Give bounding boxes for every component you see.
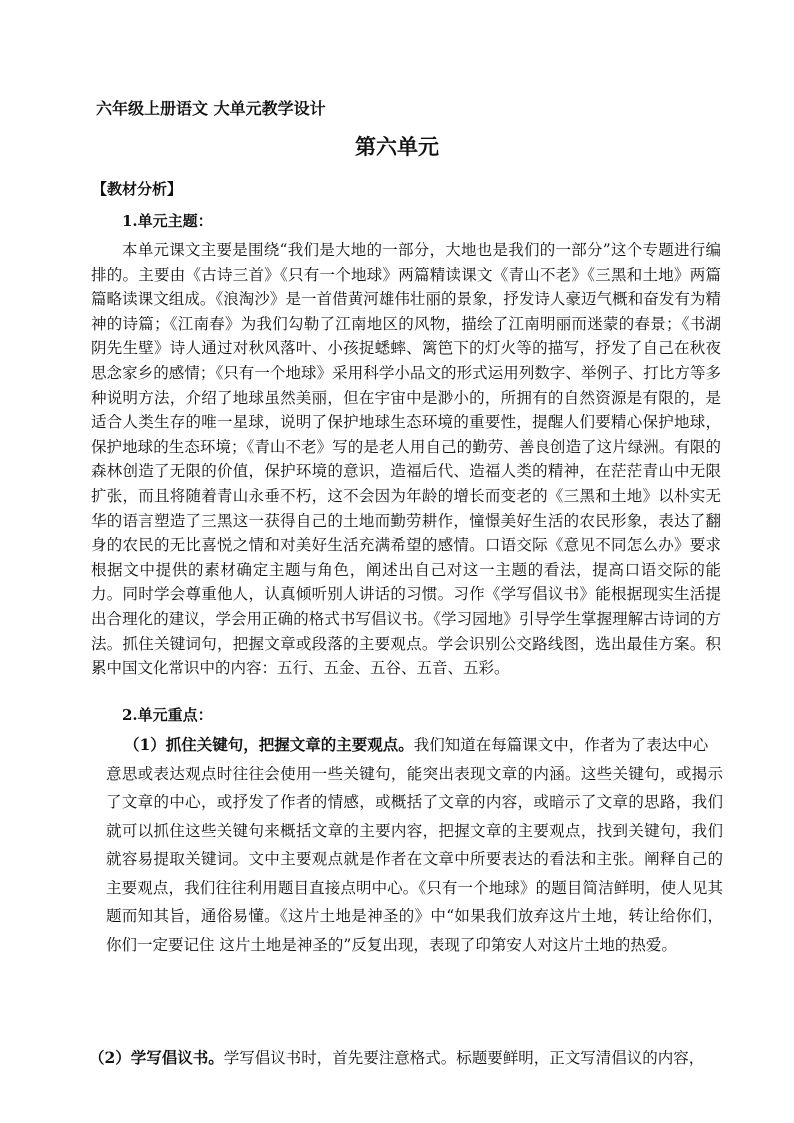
unit-theme-paragraph: 本单元课文主要是围绕“我们是大地的一部分，大地也是我们的一部分”这个专题进行编排的。主要由《古诗三首》《只有一个地球》两篇精读课文《青山不老》《三黑和土地》两篇篇略读课文组成。《浪淘沙》是一首借黄河雄伟壮丽的景象，抒发诗人豪迈气概和奋发有为精神的诗篇；《江南春》为我们勾勒了江南地区的风物，描绘了江南明丽而迷蒙的春景；《书湖阴先生壁》诗人通过对秋风落叶、小孩捉蟋蟀、篱笆下的灯火等的描写，抒发了自己在秋夜思念家乡的感情；《只有一个地球》采用科学小品文的形式运用列数字、举例子、打比方等多种说明方法，介绍了地球虽然美丽，但在宇宙中是渺小的，所拥有的自然资源是有限的，是适合人类生存的唯一星球，说明了保护地球生态环境的重要性，提醒人们要精心保护地球，保护地球的生态环境；《青山不老》写的是老人用自己的勤劳、善良创造了这片绿洲。有限的森林创造了无限的价值，保护环境的意识，造福后代、造福人类的精神，在茫茫青山中无限扩张，而且将随着青山永垂不朽，这不会因为年龄的增长而变老的《三黑和土地》以朴实无华的语言塑造了三黑这一获得自己的土地而勤劳耕作，憧憬美好生活的农民形象，表达了翻身的农民的无比喜悦之情和对美好生活充满希望的感情。口语交际《意见不同怎么办》要求根据文中提供的素材确定主题与角色，阐述出自己对这一主题的看法，提高口语交际的能力。同时学会尊重他人，认真倾听别人讲话的习惯。习作《学写倡议书》能根据现实生活提出合理化的建议，学会用正确的格式书写倡议书。《学习园地》引导学生掌握理解古诗词的方法。抓住关键词句，把握文章或段落的主要观点。学会识别公交路线图，选出最佳方案。积累中国文化常识中的内容：五行、五金、五谷、五音、五彩。 — [91, 241, 721, 678]
focus-point-2-lead: （2）学写倡议书。 — [89, 1048, 224, 1067]
focus-point-2-text: 学写倡议书时，首先要注意格式。标题要鲜明，正文写清倡议的内容， — [223, 1049, 705, 1067]
focus-point-1-body: 意思或表达观点时往往会使用一些关键句，能突出表现文章的内涵。这些关键句，或揭示了文章的中心，或抒发了作者的情感，或概括了文章的内容，或暗示了文章的思路，我们就可以抓住这些关键句来概括文章的主要内容，把握文章的主要观点，找到关键句，我们就容易提取关键词。文中主要观点就是作者在文章中所要表达的看法和主张。阐释自己的主要观点，我们往往利用题目直接点明中心。《只有一个地球》的题目简洁鲜明，使人见其题而知其旨，通俗易懂。《这片土地是神圣的》中“如果我们放弃这片土地，转让给你们，你们一定要记住 这片土地是神圣的”反复出现，表现了印第安人对这片土地的热爱。 — [106, 764, 723, 954]
subheading-unit-focus: 2.单元重点： — [122, 706, 213, 724]
focus-point-1-first-line — [89, 731, 723, 760]
page-title: 第六单元 — [355, 134, 439, 159]
focus-point-1-paragraph — [89, 731, 723, 959]
section-heading-textbook-analysis: 【教材分析】 — [92, 180, 183, 198]
subheading-unit-theme: 1.单元主题： — [122, 212, 213, 230]
focus-point-2-paragraph — [89, 1046, 723, 1070]
focus-point-1-first-text: 我们知道在每篇课文中，作者为了表达中心 — [413, 736, 709, 754]
document-header: 六年级上册语文 大单元教学设计 — [96, 99, 326, 118]
focus-point-1-lead: （1）抓住关键句，把握文章的主要观点。 — [124, 735, 414, 754]
